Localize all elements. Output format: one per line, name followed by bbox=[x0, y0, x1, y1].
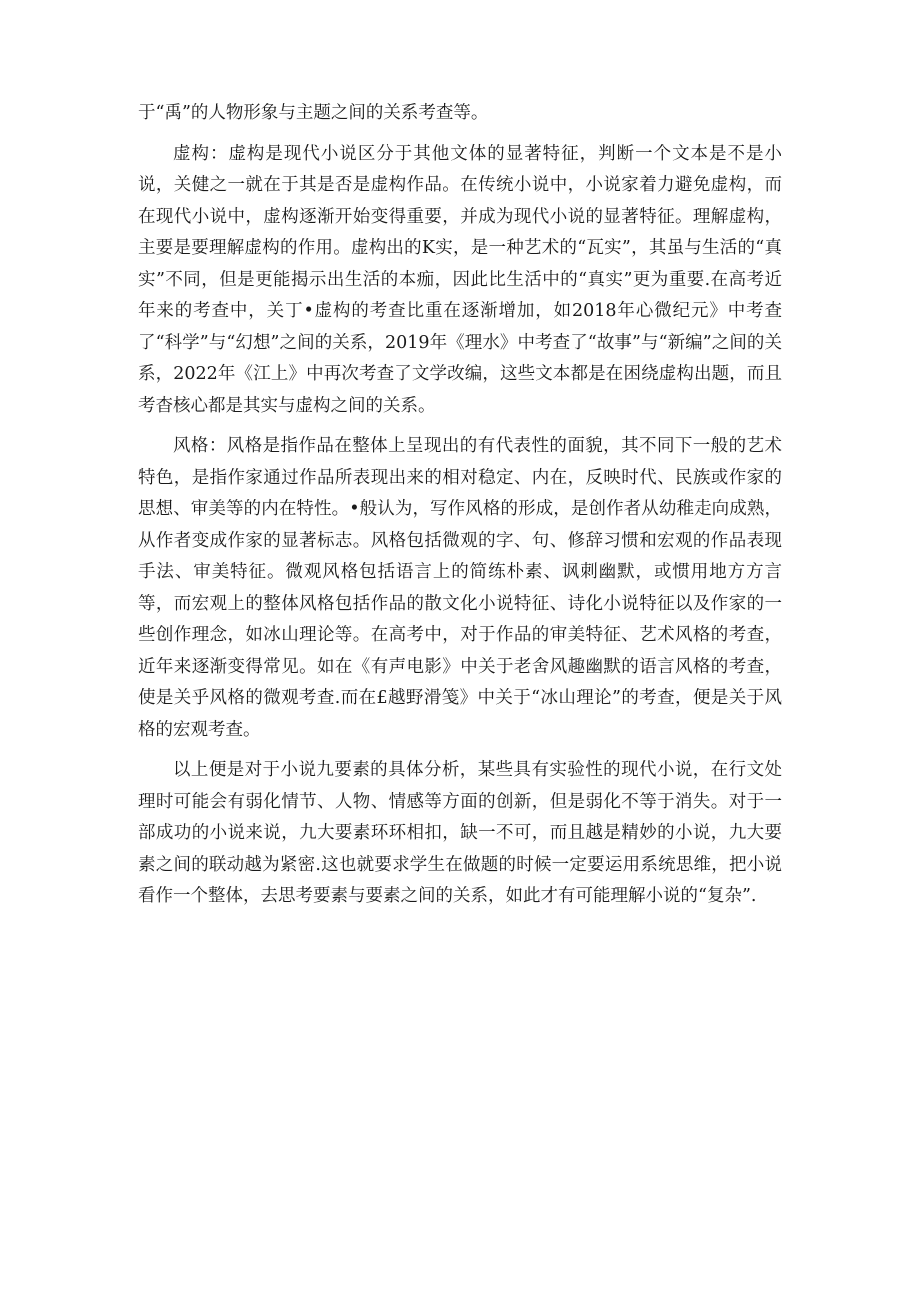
paragraph-continuation: 于“禹”的人物形象与主题之间的关系考查等。 bbox=[138, 103, 489, 123]
paragraph-summary: 以上便是对于小说九要素的具体分析，某些具有实验性的现代小说，在行文处理时可能会有弱化情节、人物、情感等方面的创新，但是弱化不等于消失。对于一部成功的小说来说，九大要素环环相扣，缺一不可，而且越是精妙的小说，九大要素之间的联动越为紧密.这也就要求学生在做题的时候一定要运用系统思维，把小说看作一个整体，去思考要素与要素之间的关系，如此才有可能理解小说的“复杂”. bbox=[138, 760, 782, 906]
paragraph-style: 风格：风格是指作品在整体上呈现出的有代表性的面貌，其不同下一般的艺术特色，是指作家通过作品所表现出来的相对稳定、内在，反映时代、民族或作家的思想、审美等的内在特性。•般认为，写作风格的形成，是创作者从幼稚走向成熟，从作者变成作家的显著标志。风格包括微观的字、句、修辞习惯和宏观的作品表现手法、审美特征。微观风格包括语言上的简练朴素、讽刺幽默，或惯用地方方言等，而宏观上的整体风格包括作品的散文化小说特征、诗化小说特征以及作家的一些创作理念，如冰山理论等。在高考中，对于作品的审美特征、艺术风格的考查，近年来逐渐变得常见。如在《有声电影》中关于老舍风趣幽默的语言风格的考查，使是关乎风格的微观考查.而在£越野滑笺》中关于“冰山理论”的考查，便是关于风格的宏观考查。 bbox=[138, 436, 782, 740]
paragraph-fiction: 虚构：虚构是现代小说区分于其他文体的显著特征，判断一个文本是不是小说，关健之一就在于其是否是虚构作品。在传统小说中，小说家着力避免虚构，而在现代小说中，虚构逐渐开始变得重要，并成为现代小说的显著特征。理解虚构，主要是要理解虚构的作用。虚构出的K实，是一种艺术的“瓦实”，其虽与生活的“真实”不同，但是更能揭示出生活的本痂，因此比生活中的“真实”更为重要.在高考近年来的考查中，关丁•虚构的考查比重在逐渐增加，如2018年心微纪元》中考查了“科学”与“幻想”之间的关系，2019年《理水》中考查了“故事”与“新编”之间的关系，2022年《江上》中再次考查了文学改编，这些文本都是在困绕虚构出题，而且考杳核心都是其实与虚构之间的关系。 bbox=[138, 143, 782, 416]
document-body bbox=[138, 98, 782, 922]
